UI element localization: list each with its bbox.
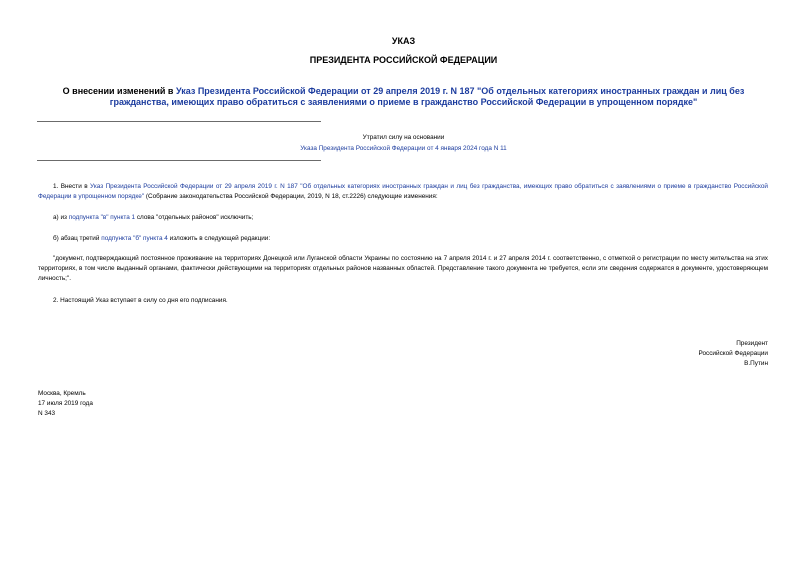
subparagraph-a [53, 213, 768, 223]
divider-bottom [37, 160, 321, 161]
footer-date: 17 июля 2019 года [38, 400, 93, 407]
decree-issuer: ПРЕЗИДЕНТА РОССИЙСКОЙ ФЕДЕРАЦИИ [309, 55, 498, 65]
signature-block [699, 339, 769, 369]
paragraph-1-suffix: (Собрание законодательства Российской Федерации, 2019, N 18, ст.2226) следующие изменения: [144, 193, 438, 200]
signature-office: Российской Федерации [698, 350, 768, 357]
signature-title: Президент [736, 340, 768, 347]
subparagraph-b-link[interactable]: подпункта "б" пункта 4 [101, 235, 168, 242]
title-prefix: О внесении изменений в [62, 86, 176, 96]
invalidation-text: Утратил силу на основании [362, 134, 445, 141]
subparagraph-b-prefix: б) абзац третий [53, 235, 102, 242]
signature-name: В.Путин [744, 360, 768, 367]
footer-place: Москва, Кремль [38, 390, 86, 397]
paragraph-1-decree-link[interactable]: Указ Президента Российской Федерации от 29 апреля 2019 г. N 187 "Об отдельных категориях иностранных граждан и лиц без гражданства, имеющих право обратиться с заявлениями о приеме в гражданство Российской Федерации в упрощенном порядке" [38, 183, 769, 200]
paragraph-1-prefix: 1. Внести в [53, 183, 91, 190]
subparagraph-b-suffix: изложить в следующей редакции: [167, 235, 271, 242]
footer-number: N 343 [38, 410, 56, 417]
footer-block [38, 389, 93, 419]
paragraph-2: 2. Настоящий Указ вступает в силу со дня его подписания. [53, 297, 228, 304]
decree-heading: УКАЗ [391, 36, 416, 46]
subparagraph-b [53, 234, 768, 244]
decree-title [60, 86, 747, 108]
quoted-amendment: "документ, подтверждающий постоянное проживание на территориях Донецкой или Луганской области Украины по состоянию на 7 апреля 2014 г. и 27 апреля 2014 г. соответственно, с отметкой о регистрации по месту жительства на этих территориях, в том числе выданный органами, фактически действующими на территориях отдельных районов названных областей. Представление такого документа не требуется, если эти сведения содержатся в документе, удостоверяющем личность;". [38, 255, 768, 282]
subparagraph-a-prefix: а) из [53, 214, 69, 221]
paragraph-1 [38, 182, 768, 202]
invalidation-link[interactable]: Указа Президента Российской Федерации от 4 января 2024 года N 11 [300, 145, 507, 152]
subparagraph-a-link[interactable]: подпункта "в" пункта 1 [68, 214, 136, 221]
subparagraph-a-suffix: слова "отдельных районов" исключить; [135, 214, 254, 221]
divider-top [37, 121, 321, 122]
title-decree-link[interactable]: Указ Президента Российской Федерации от 29 апреля 2019 г. N 187 "Об отдельных категориях иностранных граждан и лиц без гражданства, имеющих право обратиться с заявлениями о приеме в гражданство Российской Федерации в упрощенном порядке" [109, 86, 745, 107]
